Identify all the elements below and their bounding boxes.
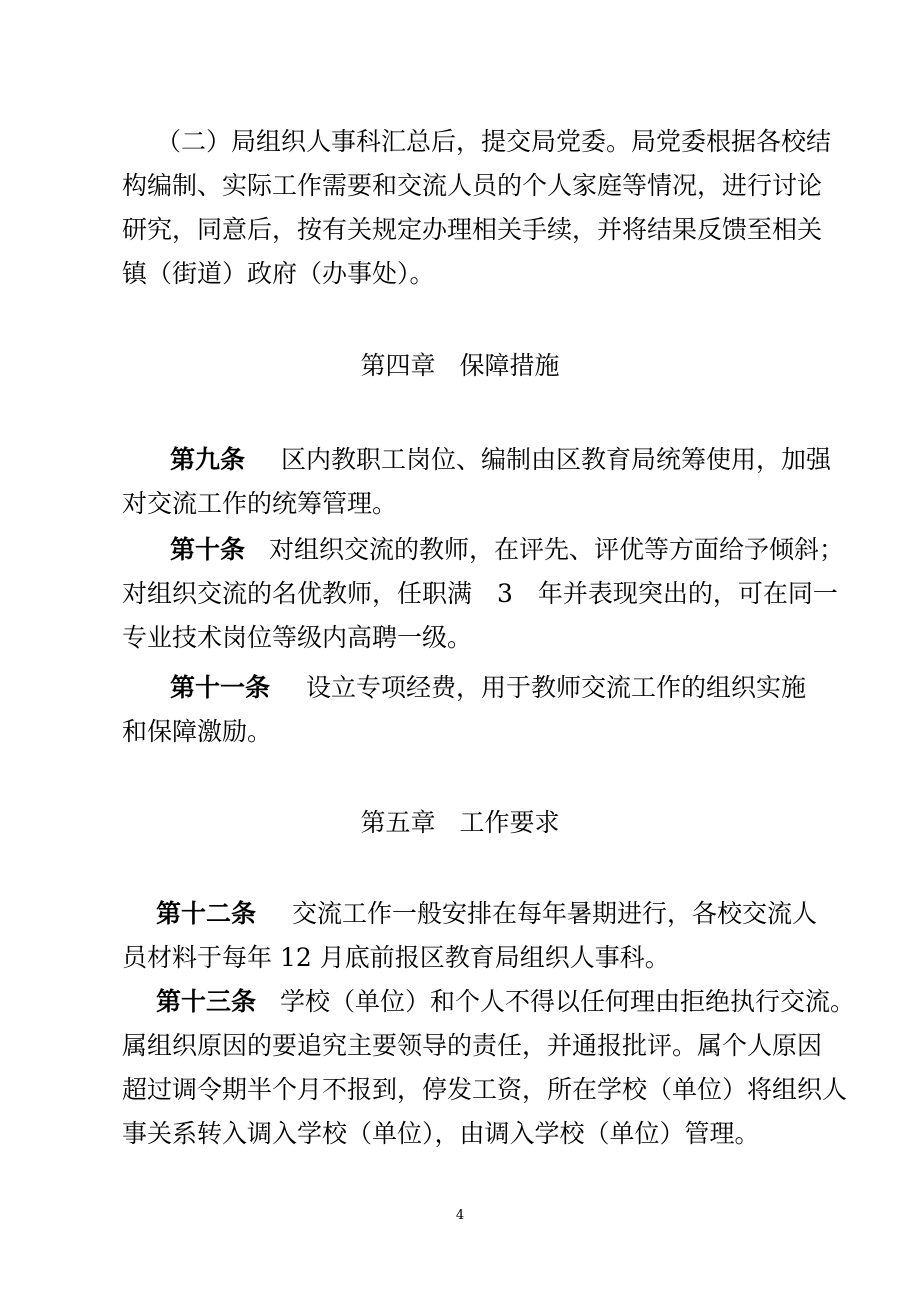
article-line (122, 438, 832, 482)
article-line: 属组织原因的要追究主要领导的责任，并通报批评。属个人原因 (122, 1031, 823, 1060)
article-nine-paragraph (122, 438, 832, 526)
paragraph-line: 研究，同意后，按有关规定办理相关手续，并将结果反馈至相关 (122, 215, 823, 244)
article-text: 区内教职工岗位、编制由区教育局统筹使用，加强 (281, 445, 832, 474)
article-line: 员材料于每年 12 月底前报区教育局组织人事科。 (122, 943, 670, 972)
article-label: 第十二条 (156, 899, 257, 928)
article-line: 对组织交流的名优教师，任职满 3 年并表现突出的，可在同一 (122, 579, 838, 608)
article-text: 设立专项经费，用于教师交流工作的组织实施 (306, 673, 807, 702)
chapter-four-heading (0, 346, 920, 386)
article-label: 第九条 (170, 445, 246, 474)
article-line: 超过调令期半个月不报到，停发工资，所在学校（单位）将组织人 (122, 1075, 848, 1104)
article-line: 专业技术岗位等级内高聘一级。 (122, 623, 473, 652)
article-twelve-paragraph (122, 892, 818, 980)
chapter-number: 第四章 (360, 351, 436, 380)
article-label: 第十条 (170, 535, 246, 564)
chapter-five-heading (0, 803, 920, 843)
article-line: 和保障激励。 (122, 717, 273, 746)
chapter-title: 工作要求 (459, 808, 560, 837)
article-label: 第十一条 (170, 673, 271, 702)
article-eleven-paragraph (122, 666, 812, 754)
article-line: 对交流工作的统筹管理。 (122, 489, 398, 518)
chapter-title: 保障措施 (459, 351, 560, 380)
page-number: 4 (455, 1208, 465, 1223)
paragraph-line: 构编制、实际工作需要和交流人员的个人家庭等情况，进行讨论 (122, 171, 823, 200)
chapter-number: 第五章 (360, 808, 436, 837)
article-line (122, 666, 812, 710)
article-text: 学校（单位）和个人不得以任何理由拒绝执行交流。 (280, 987, 856, 1016)
article-line (122, 528, 845, 572)
article-line: 事关系转入调入学校（单位），由调入学校（单位）管理。 (122, 1119, 760, 1148)
section-two-paragraph (122, 120, 832, 296)
article-text: 对组织交流的教师，在评先、评优等方面给予倾斜； (269, 535, 845, 564)
paragraph-line: （二）局组织人事科汇总后，提交局党委。局党委根据各校结 (156, 127, 832, 156)
paragraph-line: 镇（街道）政府（办事处）。 (122, 259, 435, 288)
article-thirteen-paragraph (122, 980, 856, 1156)
article-text: 交流工作一般安排在每年暑期进行，各校交流人 (292, 899, 818, 928)
article-label: 第十三条 (156, 987, 257, 1016)
article-line (122, 892, 818, 936)
article-line (122, 980, 856, 1024)
article-ten-paragraph (122, 528, 845, 660)
